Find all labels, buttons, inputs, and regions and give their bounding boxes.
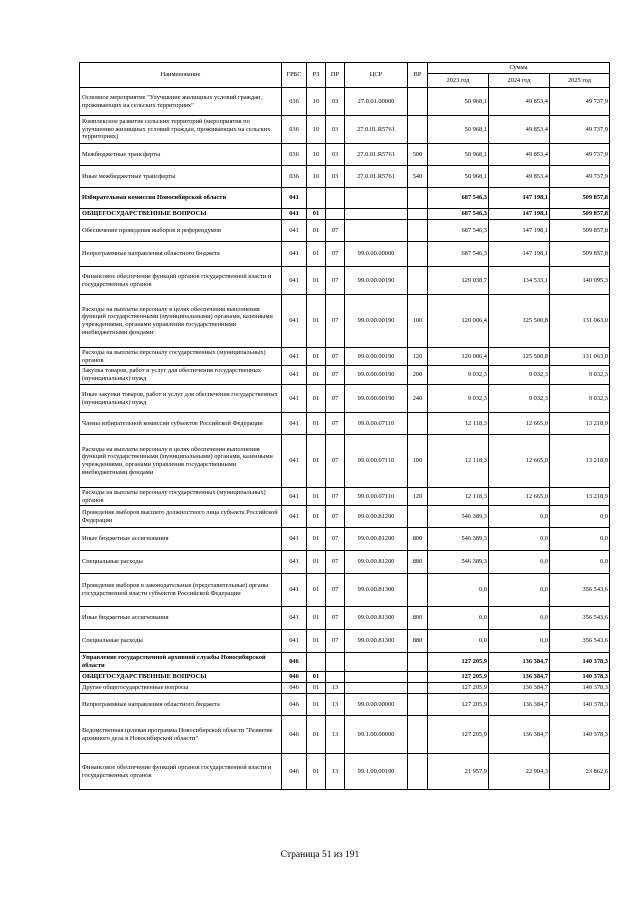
- row-pr: 13: [326, 683, 345, 694]
- row-vr: 100: [408, 295, 428, 348]
- row-grbs: 041: [282, 348, 307, 366]
- row-name: Проведение выборов в законодательные (представительные) органы государственной власти субъектов Российской Федерации: [80, 574, 282, 607]
- row-name: Иные бюджетные ассигнования: [80, 607, 282, 630]
- row-amount-2023: 687 546,3: [428, 209, 489, 220]
- row-amount-2025: 140 378,3: [550, 672, 610, 683]
- row-rz: 10: [307, 88, 326, 116]
- row-pr: 07: [326, 435, 345, 488]
- row-rz: 01: [307, 242, 326, 267]
- row-amount-2023: 0,0: [428, 607, 489, 630]
- row-name: Межбюджетные трансферты: [80, 144, 282, 166]
- row-pr: 03: [326, 166, 345, 188]
- table-row: [80, 144, 610, 166]
- row-amount-2023: 546 389,3: [428, 506, 489, 528]
- table-row: [80, 435, 610, 488]
- row-amount-2025: 131 063,0: [550, 295, 610, 348]
- row-rz: 01: [307, 716, 326, 754]
- row-amount-2025: 9 032,3: [550, 366, 610, 385]
- row-vr: 100: [408, 435, 428, 488]
- row-amount-2024: 22 904,3: [489, 754, 550, 790]
- row-amount-2024: 12 665,0: [489, 413, 550, 435]
- row-grbs: 041: [282, 488, 307, 506]
- row-amount-2025: 0,0: [550, 506, 610, 528]
- table-row: [80, 754, 610, 790]
- row-amount-2024: 136 384,7: [489, 716, 550, 754]
- row-vr: 880: [408, 551, 428, 574]
- row-csr: 27.0.01.R5761: [345, 144, 408, 166]
- row-amount-2023: 687 546,3: [428, 242, 489, 267]
- row-csr: 99.0.00.07110: [345, 488, 408, 506]
- header-pr: ПР: [326, 63, 345, 88]
- row-vr: [408, 716, 428, 754]
- header-csr: ЦСР: [345, 63, 408, 88]
- table-row: [80, 551, 610, 574]
- table-body: [80, 88, 610, 790]
- row-pr: 07: [326, 488, 345, 506]
- row-csr: 99.0.00.00000: [345, 694, 408, 716]
- row-grbs: 036: [282, 166, 307, 188]
- row-vr: [408, 88, 428, 116]
- row-csr: [345, 683, 408, 694]
- table-row: [80, 630, 610, 653]
- header-sum: Сумма: [428, 63, 610, 74]
- row-name: Финансовое обеспечение функций органов государственной власти и государственных органов: [80, 267, 282, 295]
- row-rz: 10: [307, 144, 326, 166]
- row-amount-2023: 9 032,3: [428, 366, 489, 385]
- row-name: Специальные расходы: [80, 551, 282, 574]
- row-csr: 99.0.00.00190: [345, 348, 408, 366]
- header-year-2023: 2023 год: [428, 74, 489, 88]
- row-rz: 01: [307, 413, 326, 435]
- table-row: [80, 366, 610, 385]
- row-grbs: 046: [282, 716, 307, 754]
- row-amount-2024: 125 500,8: [489, 348, 550, 366]
- row-name: Члены избирательной комиссии субъектов Российской Федерации: [80, 413, 282, 435]
- row-pr: 07: [326, 630, 345, 653]
- row-pr: 07: [326, 607, 345, 630]
- row-amount-2025: 13 218,9: [550, 413, 610, 435]
- row-amount-2025: 509 857,8: [550, 209, 610, 220]
- row-grbs: 041: [282, 574, 307, 607]
- row-name: Расходы на выплаты персоналу государственных (муниципальных) органов: [80, 488, 282, 506]
- row-csr: 99.1.00.00000: [345, 716, 408, 754]
- row-pr: [326, 653, 345, 672]
- row-amount-2024: 136 384,7: [489, 694, 550, 716]
- row-vr: [408, 754, 428, 790]
- row-vr: [408, 672, 428, 683]
- row-amount-2025: 356 543,6: [550, 574, 610, 607]
- row-amount-2025: 49 737,9: [550, 166, 610, 188]
- header-name: Наименование: [80, 63, 282, 88]
- row-amount-2023: 21 957,9: [428, 754, 489, 790]
- row-pr: 13: [326, 694, 345, 716]
- row-rz: 01: [307, 366, 326, 385]
- row-name: Непрограммные направления областного бюджета: [80, 242, 282, 267]
- row-rz: 01: [307, 488, 326, 506]
- row-amount-2023: 127 205,9: [428, 716, 489, 754]
- table-row: [80, 220, 610, 242]
- row-name: Расходы на выплаты персоналу в целях обеспечения выполнения функций государственными (муниципальными) органами, казенными учреждениями, органами управления государственными внебюджетными фондами: [80, 295, 282, 348]
- row-csr: 99.0.00.81300: [345, 607, 408, 630]
- row-amount-2024: 136 384,7: [489, 672, 550, 683]
- table-row: [80, 488, 610, 506]
- row-csr: 99.0.00.00190: [345, 295, 408, 348]
- row-amount-2024: 136 384,7: [489, 683, 550, 694]
- row-grbs: 041: [282, 295, 307, 348]
- row-amount-2024: 49 853,4: [489, 166, 550, 188]
- page-number: Страница 51 из 191: [280, 850, 360, 860]
- row-rz: 01: [307, 528, 326, 551]
- row-name: Другие общегосударственные вопросы: [80, 683, 282, 694]
- row-name: Ведомственная целевая программа Новосибирской области "Развитие архивного дела в Новосибирской области": [80, 716, 282, 754]
- table-row: [80, 88, 610, 116]
- row-grbs: 046: [282, 694, 307, 716]
- row-rz: 01: [307, 348, 326, 366]
- table-row: [80, 694, 610, 716]
- budget-table-container: [79, 62, 609, 790]
- table-row: [80, 348, 610, 366]
- row-amount-2025: 49 737,9: [550, 144, 610, 166]
- row-amount-2025: 509 857,8: [550, 188, 610, 209]
- table-row: [80, 506, 610, 528]
- row-amount-2023: 546 389,3: [428, 551, 489, 574]
- row-amount-2025: 140 378,3: [550, 683, 610, 694]
- row-amount-2024: 147 198,1: [489, 220, 550, 242]
- row-name: Иные закупки товаров, работ и услуг для обеспечения государственных (муниципальных) нужд: [80, 385, 282, 413]
- row-amount-2025: 13 218,9: [550, 488, 610, 506]
- row-rz: [307, 653, 326, 672]
- row-rz: 01: [307, 435, 326, 488]
- row-pr: 13: [326, 716, 345, 754]
- row-vr: 800: [408, 528, 428, 551]
- row-grbs: 041: [282, 366, 307, 385]
- row-csr: [345, 672, 408, 683]
- header-rz: РЗ: [307, 63, 326, 88]
- table-row: [80, 574, 610, 607]
- row-amount-2024: 0,0: [489, 506, 550, 528]
- row-name: Специальные расходы: [80, 630, 282, 653]
- row-amount-2023: 127 205,9: [428, 683, 489, 694]
- row-amount-2025: 9 032,3: [550, 385, 610, 413]
- row-name: ОБЩЕГОСУДАРСТВЕННЫЕ ВОПРОСЫ: [80, 209, 282, 220]
- table-row: [80, 607, 610, 630]
- row-amount-2025: 356 543,6: [550, 630, 610, 653]
- row-vr: [408, 653, 428, 672]
- row-amount-2023: 0,0: [428, 574, 489, 607]
- row-vr: 540: [408, 166, 428, 188]
- table-row: [80, 295, 610, 348]
- row-rz: 01: [307, 506, 326, 528]
- row-grbs: 046: [282, 672, 307, 683]
- row-amount-2025: 140 378,3: [550, 653, 610, 672]
- row-name: Основное мероприятие "Улучшение жилищных условий граждан, проживающих на сельских территориях": [80, 88, 282, 116]
- table-row: [80, 653, 610, 672]
- row-amount-2025: 140 378,3: [550, 716, 610, 754]
- row-csr: 99.0.00.81200: [345, 506, 408, 528]
- table-row: [80, 672, 610, 683]
- row-amount-2023: 50 968,1: [428, 88, 489, 116]
- row-name: Расходы на выплаты персоналу в целях обеспечения выполнения функций государственными (муниципальными) органами, казенными учреждениями, органами управления государственными внебюджетными фондами: [80, 435, 282, 488]
- header-year-2025: 2025 год: [550, 74, 610, 88]
- row-csr: 99.0.00.00000: [345, 242, 408, 267]
- row-pr: 07: [326, 574, 345, 607]
- row-grbs: 041: [282, 188, 307, 209]
- row-vr: [408, 683, 428, 694]
- row-grbs: 046: [282, 754, 307, 790]
- row-amount-2025: 509 857,8: [550, 220, 610, 242]
- row-amount-2025: 509 857,8: [550, 242, 610, 267]
- row-csr: 99.0.00.00190: [345, 385, 408, 413]
- row-pr: 13: [326, 754, 345, 790]
- row-amount-2025: 0,0: [550, 551, 610, 574]
- row-grbs: 036: [282, 88, 307, 116]
- row-vr: [408, 209, 428, 220]
- row-amount-2023: 12 118,3: [428, 413, 489, 435]
- budget-table: [79, 62, 610, 790]
- row-rz: 01: [307, 694, 326, 716]
- row-vr: [408, 694, 428, 716]
- row-csr: 99.0.00.81200: [345, 528, 408, 551]
- row-pr: 07: [326, 366, 345, 385]
- row-csr: [345, 188, 408, 209]
- row-vr: 800: [408, 607, 428, 630]
- row-name: Управление государственной архивной службы Новосибирской области: [80, 653, 282, 672]
- row-amount-2024: 9 032,3: [489, 366, 550, 385]
- row-grbs: 041: [282, 506, 307, 528]
- row-amount-2025: 0,0: [550, 528, 610, 551]
- row-amount-2024: 134 533,1: [489, 267, 550, 295]
- table-row: [80, 188, 610, 209]
- row-amount-2024: 0,0: [489, 630, 550, 653]
- table-row: [80, 413, 610, 435]
- table-row: [80, 267, 610, 295]
- row-rz: 01: [307, 551, 326, 574]
- header-vr: ВР: [408, 63, 428, 88]
- row-csr: 99.0.00.81300: [345, 630, 408, 653]
- row-vr: 120: [408, 348, 428, 366]
- row-amount-2024: 0,0: [489, 607, 550, 630]
- row-vr: [408, 506, 428, 528]
- row-csr: 99.0.00.00190: [345, 366, 408, 385]
- row-vr: 200: [408, 366, 428, 385]
- row-pr: 07: [326, 506, 345, 528]
- row-pr: 07: [326, 348, 345, 366]
- row-amount-2024: 147 198,1: [489, 242, 550, 267]
- row-rz: 01: [307, 295, 326, 348]
- row-grbs: 041: [282, 630, 307, 653]
- row-rz: 01: [307, 574, 326, 607]
- row-vr: [408, 267, 428, 295]
- row-grbs: 046: [282, 683, 307, 694]
- row-rz: 01: [307, 220, 326, 242]
- row-pr: 07: [326, 528, 345, 551]
- row-vr: [408, 116, 428, 144]
- row-pr: 07: [326, 413, 345, 435]
- row-amount-2024: 0,0: [489, 528, 550, 551]
- row-amount-2023: 127 205,9: [428, 694, 489, 716]
- row-amount-2023: 120 006,4: [428, 348, 489, 366]
- row-amount-2024: 147 198,1: [489, 188, 550, 209]
- row-grbs: 041: [282, 220, 307, 242]
- row-pr: [326, 188, 345, 209]
- row-pr: 03: [326, 144, 345, 166]
- row-grbs: 041: [282, 242, 307, 267]
- row-csr: 99.1.00.00190: [345, 754, 408, 790]
- row-amount-2023: 12 118,3: [428, 435, 489, 488]
- row-pr: 07: [326, 220, 345, 242]
- row-amount-2025: 49 737,9: [550, 116, 610, 144]
- row-grbs: 046: [282, 653, 307, 672]
- row-amount-2024: 12 665,0: [489, 435, 550, 488]
- row-amount-2023: 9 032,3: [428, 385, 489, 413]
- row-vr: 500: [408, 144, 428, 166]
- row-name: Иные бюджетные ассигнования: [80, 528, 282, 551]
- row-csr: [345, 220, 408, 242]
- row-vr: 120: [408, 488, 428, 506]
- row-vr: [408, 413, 428, 435]
- row-csr: 27.0.01.R5761: [345, 116, 408, 144]
- row-amount-2023: 50 968,1: [428, 166, 489, 188]
- row-csr: 99.0.00.00190: [345, 267, 408, 295]
- table-row: [80, 683, 610, 694]
- row-csr: 99.0.00.07110: [345, 435, 408, 488]
- row-amount-2023: 546 389,3: [428, 528, 489, 551]
- row-vr: 880: [408, 630, 428, 653]
- row-amount-2023: 687 546,3: [428, 220, 489, 242]
- row-amount-2025: 140 095,3: [550, 267, 610, 295]
- row-rz: 01: [307, 754, 326, 790]
- table-header: [80, 63, 610, 88]
- row-csr: 27.0.01.00000: [345, 88, 408, 116]
- row-grbs: 041: [282, 528, 307, 551]
- table-row: [80, 716, 610, 754]
- row-pr: 03: [326, 116, 345, 144]
- row-csr: [345, 209, 408, 220]
- row-name: Расходы на выплаты персоналу государственных (муниципальных) органов: [80, 348, 282, 366]
- row-name: Финансовое обеспечение функций органов государственной власти и государственных органов: [80, 754, 282, 790]
- table-row: [80, 242, 610, 267]
- row-csr: 99.0.00.07110: [345, 413, 408, 435]
- header-grbs: ГРБС: [282, 63, 307, 88]
- row-rz: 01: [307, 672, 326, 683]
- row-amount-2023: 127 205,9: [428, 672, 489, 683]
- row-amount-2023: 12 118,3: [428, 488, 489, 506]
- row-vr: [408, 220, 428, 242]
- row-rz: 01: [307, 607, 326, 630]
- row-amount-2024: 0,0: [489, 574, 550, 607]
- row-grbs: 041: [282, 551, 307, 574]
- row-grbs: 041: [282, 385, 307, 413]
- row-pr: 03: [326, 88, 345, 116]
- row-amount-2025: 140 378,3: [550, 694, 610, 716]
- row-amount-2023: 127 205,9: [428, 653, 489, 672]
- row-rz: 01: [307, 630, 326, 653]
- row-name: Избирательная комиссия Новосибирской области: [80, 188, 282, 209]
- row-pr: [326, 672, 345, 683]
- row-amount-2023: 0,0: [428, 630, 489, 653]
- row-amount-2024: 12 665,0: [489, 488, 550, 506]
- row-rz: 10: [307, 116, 326, 144]
- row-amount-2023: 50 968,1: [428, 116, 489, 144]
- row-name: ОБЩЕГОСУДАРСТВЕННЫЕ ВОПРОСЫ: [80, 672, 282, 683]
- row-grbs: 036: [282, 144, 307, 166]
- row-rz: 01: [307, 209, 326, 220]
- row-rz: 01: [307, 385, 326, 413]
- row-rz: 01: [307, 267, 326, 295]
- table-row: [80, 528, 610, 551]
- row-grbs: 036: [282, 116, 307, 144]
- row-name: Комплексное развитие сельских территорий (мероприятия по улучшению жилищных условий граждан, проживающих на сельских территориях): [80, 116, 282, 144]
- row-pr: 07: [326, 242, 345, 267]
- row-pr: 07: [326, 267, 345, 295]
- table-row: [80, 209, 610, 220]
- row-name: Непрограммные направления областного бюджета: [80, 694, 282, 716]
- row-amount-2023: 129 038,7: [428, 267, 489, 295]
- row-vr: [408, 574, 428, 607]
- row-amount-2023: 120 006,4: [428, 295, 489, 348]
- row-amount-2025: 131 063,0: [550, 348, 610, 366]
- row-amount-2023: 50 968,1: [428, 144, 489, 166]
- row-amount-2024: 0,0: [489, 551, 550, 574]
- table-row: [80, 385, 610, 413]
- row-rz: 10: [307, 166, 326, 188]
- row-amount-2024: 49 853,4: [489, 116, 550, 144]
- row-amount-2023: 687 546,3: [428, 188, 489, 209]
- table-row: [80, 116, 610, 144]
- row-amount-2025: 49 737,9: [550, 88, 610, 116]
- row-grbs: 041: [282, 209, 307, 220]
- row-amount-2024: 49 853,4: [489, 144, 550, 166]
- row-csr: [345, 653, 408, 672]
- row-name: Обеспечение проведения выборов и референдумов: [80, 220, 282, 242]
- row-amount-2024: 136 384,7: [489, 653, 550, 672]
- row-csr: 27.0.01.R5761: [345, 166, 408, 188]
- row-grbs: 041: [282, 435, 307, 488]
- table-row: [80, 166, 610, 188]
- header-year-2024: 2024 год: [489, 74, 550, 88]
- row-grbs: 041: [282, 267, 307, 295]
- row-pr: [326, 209, 345, 220]
- row-pr: 07: [326, 295, 345, 348]
- row-grbs: 041: [282, 413, 307, 435]
- row-amount-2025: 356 543,6: [550, 607, 610, 630]
- row-vr: [408, 242, 428, 267]
- row-csr: 99.0.00.81200: [345, 551, 408, 574]
- row-amount-2025: 13 218,9: [550, 435, 610, 488]
- row-vr: [408, 188, 428, 209]
- row-name: Иные межбюджетные трансферты: [80, 166, 282, 188]
- row-amount-2024: 147 198,1: [489, 209, 550, 220]
- row-vr: 240: [408, 385, 428, 413]
- row-grbs: 041: [282, 607, 307, 630]
- row-csr: 99.0.00.81300: [345, 574, 408, 607]
- row-amount-2024: 9 032,3: [489, 385, 550, 413]
- row-amount-2024: 49 853,4: [489, 88, 550, 116]
- row-name: Проведение выборов высшего должностного лица субъекта Российской Федерации: [80, 506, 282, 528]
- row-amount-2024: 125 500,8: [489, 295, 550, 348]
- row-rz: 01: [307, 683, 326, 694]
- row-amount-2025: 23 862,6: [550, 754, 610, 790]
- row-pr: 07: [326, 551, 345, 574]
- row-rz: [307, 188, 326, 209]
- row-name: Закупка товаров, работ и услуг для обеспечения государственных (муниципальных) нужд: [80, 366, 282, 385]
- row-pr: 07: [326, 385, 345, 413]
